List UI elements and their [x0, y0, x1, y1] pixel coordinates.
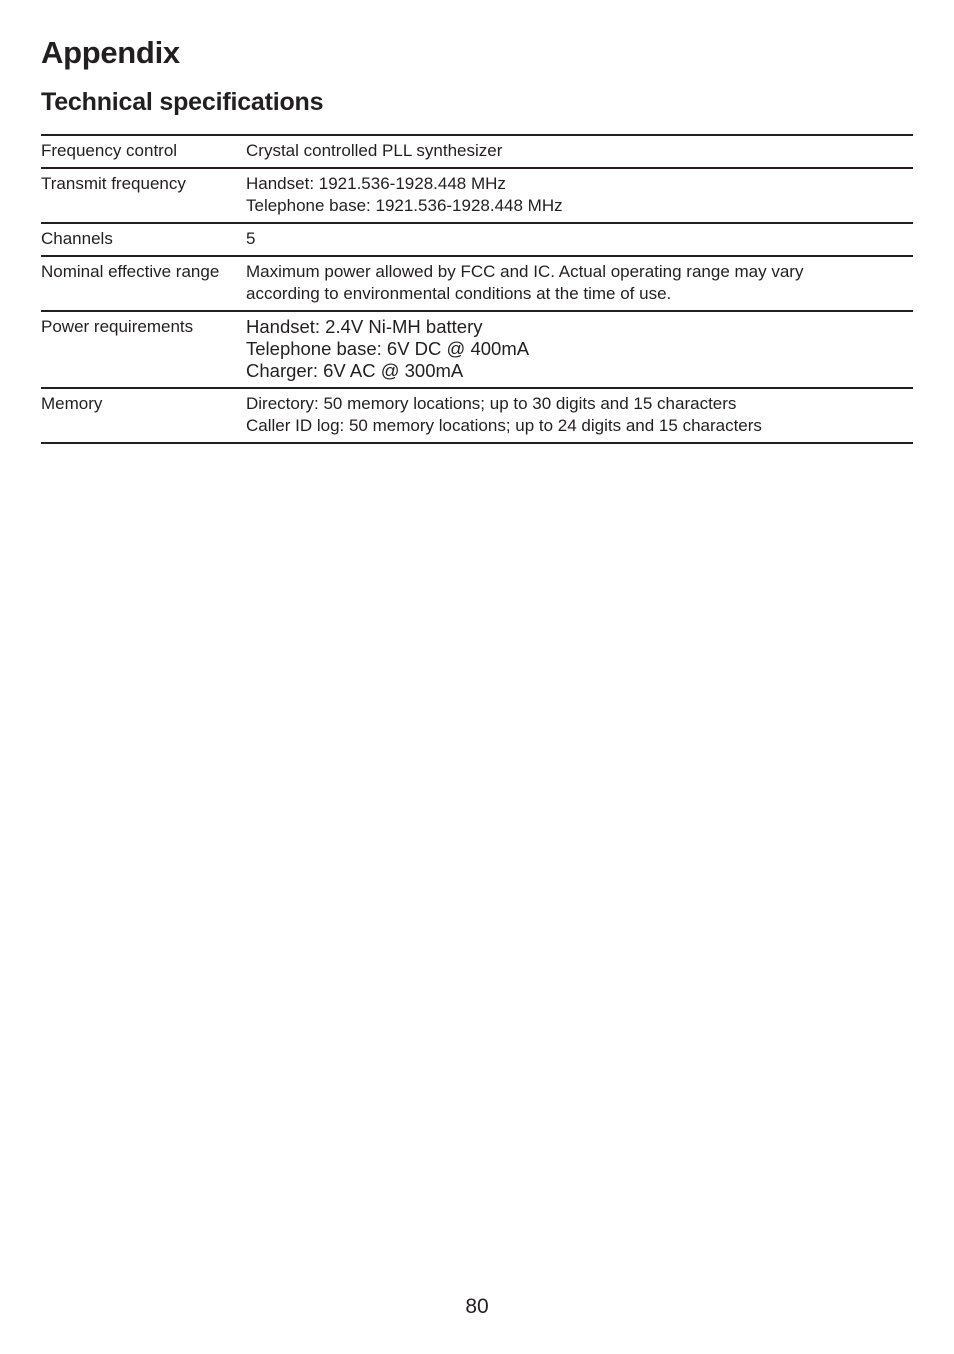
spec-value-line: Telephone base: 6V DC @ 400mA [246, 338, 530, 359]
spec-value-line: Handset: 2.4V Ni-MH battery [246, 316, 483, 337]
spec-row-transmit-frequency [41, 167, 913, 222]
page-number: 80 [465, 1295, 489, 1318]
spec-value [246, 140, 913, 162]
spec-value [246, 228, 913, 250]
spec-label: Frequency control [41, 141, 178, 160]
spec-row-memory [41, 387, 913, 442]
spec-value-line: Handset: 1921.536-1928.448 MHz [246, 174, 506, 193]
spec-value [246, 393, 913, 437]
spec-value-line: Crystal controlled PLL synthesizer [246, 141, 503, 160]
spec-table [41, 134, 913, 444]
spec-value-line: Maximum power allowed by FCC and IC. Actual operating range may vary [246, 262, 804, 281]
spec-value [246, 261, 913, 305]
spec-label: Nominal effective range [41, 262, 220, 281]
spec-value [246, 173, 913, 217]
spec-value-line: 5 [246, 229, 256, 248]
spec-value-line: according to environmental conditions at the time of use. [246, 284, 672, 303]
spec-value [246, 316, 913, 382]
page-title: Appendix [41, 35, 180, 70]
spec-row-frequency-control [41, 136, 913, 167]
spec-label: Channels [41, 229, 113, 248]
spec-row-nominal-effective-range [41, 255, 913, 310]
spec-value-line: Caller ID log: 50 memory locations; up to 24 digits and 15 characters [246, 416, 762, 435]
spec-row-power-requirements [41, 310, 913, 387]
spec-value-line: Telephone base: 1921.536-1928.448 MHz [246, 196, 563, 215]
spec-label: Transmit frequency [41, 174, 186, 193]
section-title: Technical specifications [41, 88, 324, 116]
spec-label: Memory [41, 394, 103, 413]
spec-value-line: Charger: 6V AC @ 300mA [246, 360, 464, 381]
spec-row-channels [41, 222, 913, 255]
spec-label: Power requirements [41, 317, 194, 336]
spec-value-line: Directory: 50 memory locations; up to 30 digits and 15 characters [246, 394, 737, 413]
